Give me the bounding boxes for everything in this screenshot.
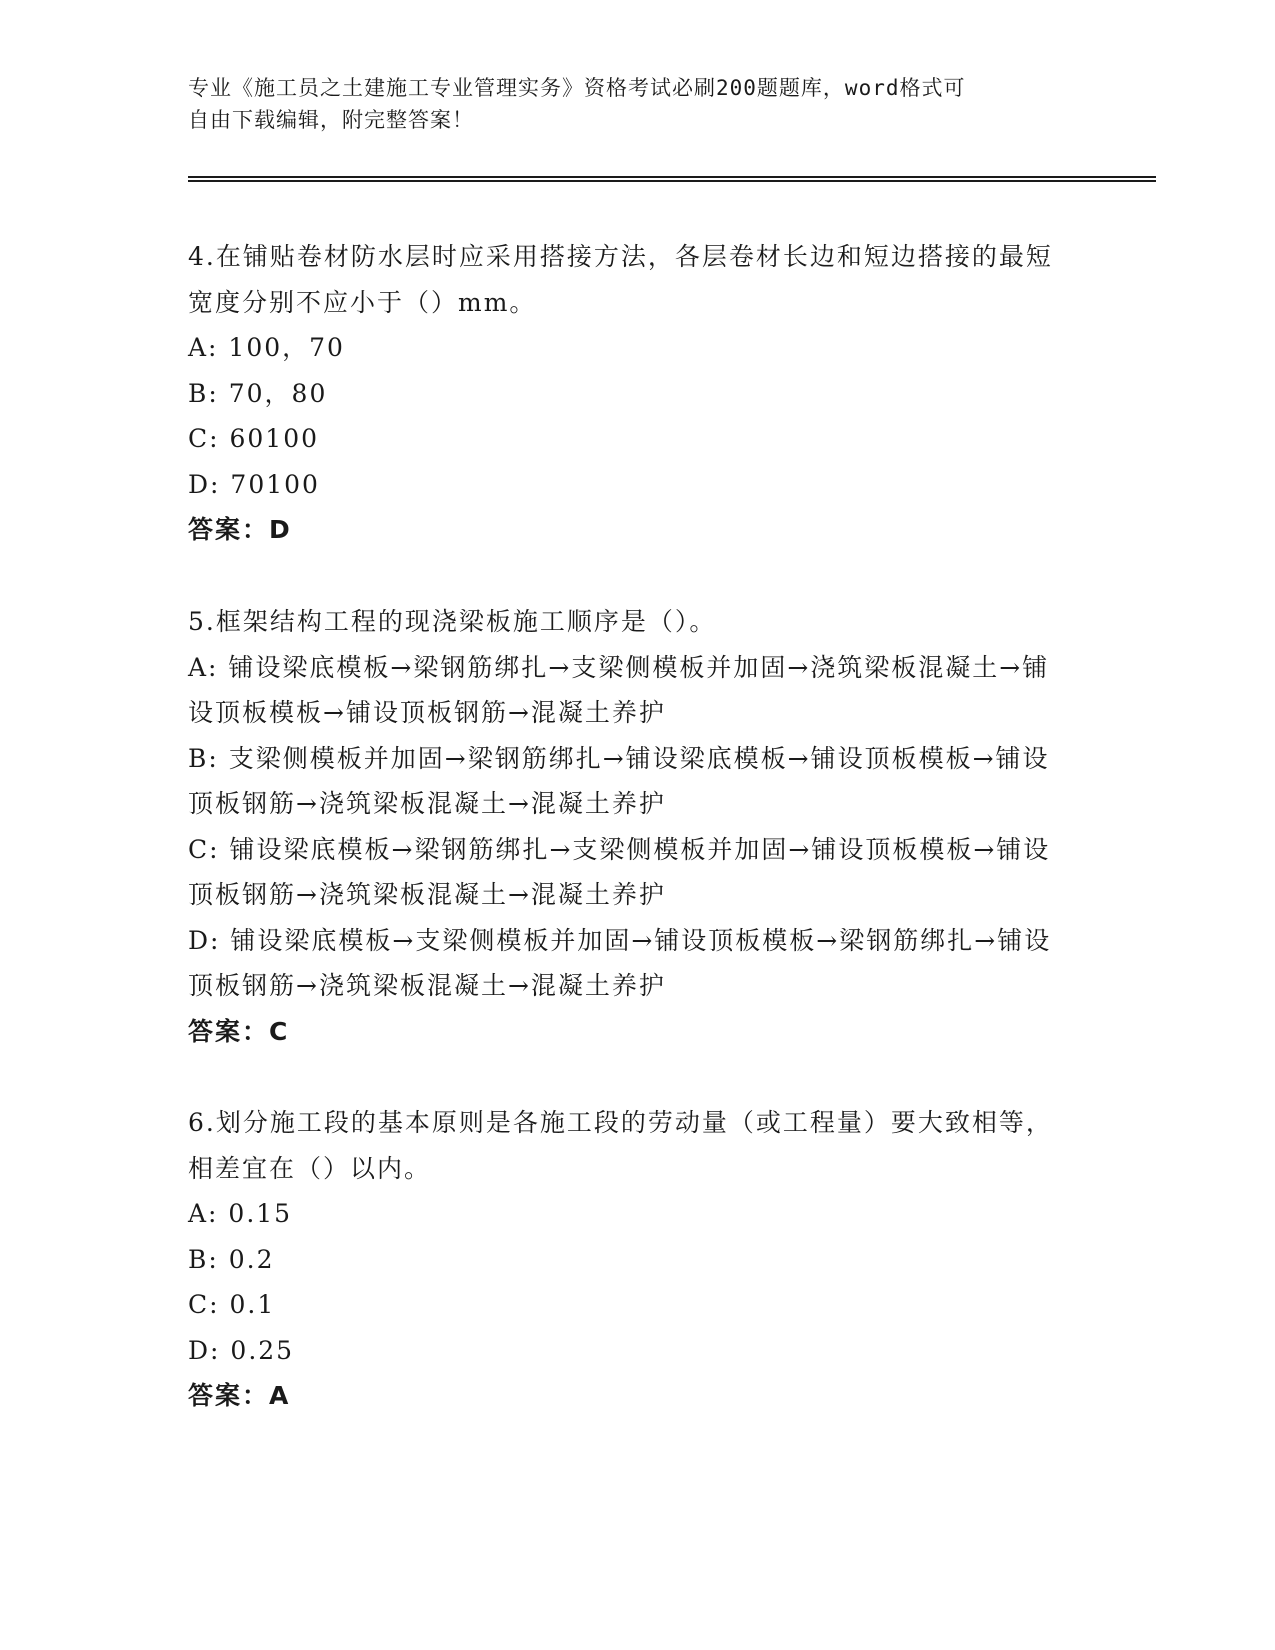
question-6 (188, 1100, 1068, 1419)
question-stem: 4.在铺贴卷材防水层时应采用搭接方法，各层卷材长边和短边搭接的最短宽度分别不应小于（）mm。 (188, 242, 1053, 317)
option-b: B: 0.2 (188, 1244, 275, 1274)
answer: 答案：D (188, 515, 292, 544)
answer: 答案：C (188, 1016, 290, 1046)
option-c: C: 60100 (188, 424, 320, 453)
question-stem: 5.框架结构工程的现浇梁板施工顺序是（）。 (188, 607, 717, 636)
header-double-rule (188, 176, 1156, 182)
option-d: D: 70100 (188, 469, 320, 499)
option-b: B: 70，80 (188, 378, 328, 408)
option-a: A: 0.15 (188, 1199, 293, 1228)
option-b: B: 支梁侧模板并加固→梁钢筋绑扎→铺设梁底模板→铺设顶板模板→铺设顶板钢筋→浇筑梁板混凝土→混凝土养护 (188, 743, 1050, 818)
option-c: C: 0.1 (188, 1290, 276, 1319)
header-line-1: 专业《施工员之土建施工专业管理实务》资格考试必刷200题题库，word格式可 (188, 76, 966, 100)
option-a: A: 100，70 (188, 333, 345, 362)
option-d: D: 0.25 (188, 1335, 295, 1365)
question-stem: 6.划分施工段的基本原则是各施工段的劳动量（或工程量）要大致相等，相差宜在（）以内。 (188, 1108, 1053, 1183)
document-header (188, 72, 1088, 136)
option-c: C: 铺设梁底模板→梁钢筋绑扎→支梁侧模板并加固→铺设顶板模板→铺设顶板钢筋→浇筑梁板混凝土→混凝土养护 (188, 834, 1051, 909)
answer: 答案：A (188, 1381, 291, 1410)
option-a: A: 铺设梁底模板→梁钢筋绑扎→支梁侧模板并加固→浇筑梁板混凝土→铺设顶板模板→铺设顶板钢筋→混凝土养护 (188, 652, 1050, 727)
question-5 (188, 599, 1068, 1054)
question-4 (188, 234, 1068, 553)
option-d: D: 铺设梁底模板→支梁侧模板并加固→铺设顶板模板→梁钢筋绑扎→铺设顶板钢筋→浇筑梁板混凝土→混凝土养护 (188, 925, 1052, 1000)
header-line-2: 自由下载编辑，附完整答案！ (188, 108, 474, 132)
